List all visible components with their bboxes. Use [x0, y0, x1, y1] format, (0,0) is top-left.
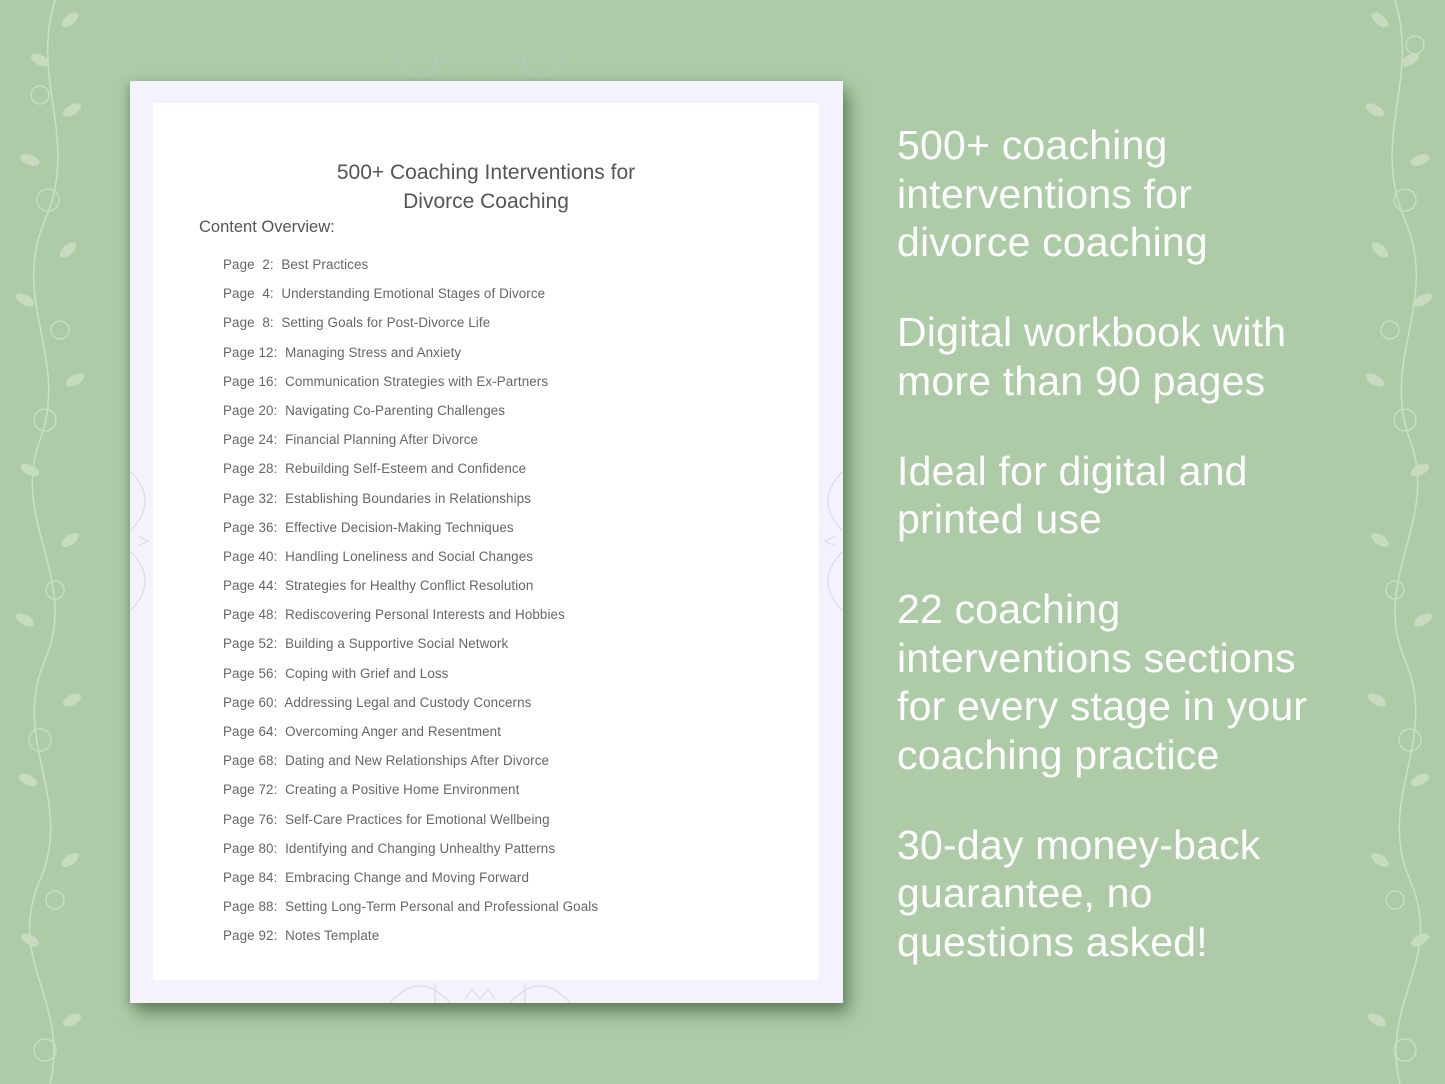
feature-digital-print: Ideal for digital and printed use: [897, 447, 1248, 543]
toc-item: Page 72: Creating a Positive Home Environment: [223, 782, 520, 798]
content-overview-label: Content Overview:: [199, 218, 335, 236]
document-title-line2: Divorce Coaching: [403, 190, 569, 213]
toc-item: Page 60: Addressing Legal and Custody Concerns: [223, 694, 532, 710]
toc-item: Page 32: Establishing Boundaries in Relationships: [223, 490, 531, 506]
floral-vine-decoration-left: [0, 0, 110, 1084]
toc-item: Page 2: Best Practices: [223, 257, 369, 272]
feature-interventions-count: 500+ coaching interventions for divorce coaching: [897, 122, 1208, 266]
toc-item: Page 88: Setting Long-Term Personal and Professional Goals: [223, 899, 599, 915]
feature-sections: 22 coaching interventions sections for every stage in your coaching practice: [897, 585, 1308, 779]
feature-page-count: Digital workbook with more than 90 pages: [897, 309, 1287, 404]
mandala-ornament-left: [130, 461, 154, 621]
page-content: [153, 103, 819, 980]
toc-item: Page 12: Managing Stress and Anxiety: [223, 344, 462, 360]
toc-item: Page 4: Understanding Emotional Stages of Divorce: [223, 286, 546, 302]
toc-item: Page 20: Navigating Co-Parenting Challenges: [223, 402, 506, 418]
toc-item: Page 8: Setting Goals for Post-Divorce Life: [223, 315, 491, 331]
toc-item: Page 40: Handling Loneliness and Social Changes: [223, 548, 534, 564]
feature-list: [897, 121, 1437, 1008]
toc-item: Page 56: Coping with Grief and Loss: [223, 665, 449, 681]
toc-item: Page 48: Rediscovering Personal Interests and Hobbies: [223, 607, 565, 623]
toc-item: Page 52: Building a Supportive Social Network: [223, 636, 509, 652]
feature-guarantee: 30-day money-back guarantee, no questions asked!: [897, 821, 1261, 966]
workbook-page-preview: [130, 81, 843, 1003]
document-title: [153, 158, 819, 216]
toc-item: Page 92: Notes Template: [223, 928, 380, 944]
toc-item: Page 64: Overcoming Anger and Resentment: [223, 724, 502, 739]
table-of-contents: [223, 255, 598, 956]
toc-item: Page 16: Communication Strategies with Ex-Partners: [223, 373, 549, 389]
toc-item: Page 24: Financial Planning After Divorce: [223, 432, 479, 448]
mandala-ornament-bottom: [380, 979, 580, 1003]
mandala-ornament-right: [819, 461, 843, 621]
toc-item: Page 80: Identifying and Changing Unhealthy Patterns: [223, 840, 556, 856]
toc-item: Page 84: Embracing Change and Moving Forward: [223, 869, 529, 885]
toc-item: Page 44: Strategies for Healthy Conflict Resolution: [223, 578, 534, 594]
toc-item: Page 68: Dating and New Relationships After Divorce: [223, 753, 550, 769]
toc-item: Page 36: Effective Decision-Making Techniques: [223, 519, 514, 535]
document-title-line1: 500+ Coaching Interventions for: [336, 161, 636, 184]
mandala-ornament-top: [380, 51, 580, 106]
toc-item: Page 76: Self-Care Practices for Emotional Wellbeing: [223, 811, 550, 827]
toc-item: Page 28: Rebuilding Self-Esteem and Confidence: [223, 461, 527, 477]
